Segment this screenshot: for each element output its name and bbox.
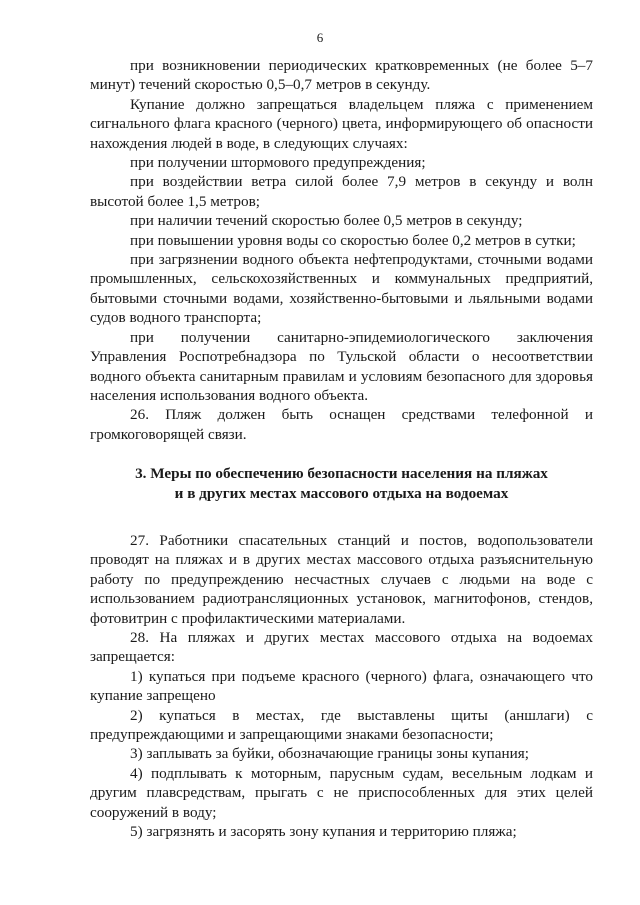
- section-heading-line-1: 3. Меры по обеспечению безопасности населения на пляжах: [135, 465, 548, 483]
- document-body: [90, 56, 593, 841]
- list-item: при воздействии ветра силой более 7,9 метров в секунду и волн высотой более 1,5 метров;: [90, 173, 593, 210]
- list-item: при повышении уровня воды со скоростью более 0,2 метров в сутки;: [130, 231, 576, 249]
- paragraph: при возникновении периодических кратковременных (не более 5–7 минут) течений скоростью 0,5–0,7 метров в секунду.: [90, 57, 593, 94]
- list-item: при загрязнении водного объекта нефтепродуктами, сточными водами промышленных, сельскохозяйственных и коммунальных предприятий, бытовыми сточными водами, хозяйственно-бытовыми и льяльными водами судов водного транспорта;: [90, 251, 593, 327]
- paragraph-28: 28. На пляжах и других местах массового отдыха на водоемах запрещается:: [90, 628, 593, 666]
- section-heading-line-2: и в других местах массового отдыха на водоемах: [174, 484, 509, 502]
- list-item: при наличии течений скоростью более 0,5 метров в секунду;: [130, 212, 523, 230]
- page-number: 6: [316, 30, 324, 45]
- list-item: при получении санитарно-эпидемиологического заключения Управления Роспотребнадзора по Тульской области о несоответствии водного объекта санитарным правилам и условиям безопасного для здоровья населения использования водного объекта.: [90, 328, 593, 404]
- paragraph-26: 26. Пляж должен быть оснащен средствами телефонной и громкоговорящей связи.: [90, 406, 593, 443]
- list-item: 4) подплывать к моторным, парусным судам, весельным лодкам и другим плавсредствам, прыгать с не приспособленных для этих целей сооружений в воду;: [90, 764, 593, 821]
- paragraph: Купание должно запрещаться владельцем пляжа с применением сигнального флага красного (черного) цвета, информирующего об опасности нахождения людей в воде, в следующих случаях:: [90, 95, 593, 152]
- list-item: 5) загрязнять и засорять зону купания и территорию пляжа;: [130, 823, 517, 841]
- list-item: 1) купаться при подъеме красного (черного) флага, означающего что купание запрещено: [90, 667, 593, 705]
- section-heading: [90, 464, 593, 503]
- list-item: 3) заплывать за буйки, обозначающие границы зоны купания;: [130, 745, 530, 763]
- list-item: 2) купаться в местах, где выставлены щиты (аншлаги) с предупреждающими и запрещающими знаками безопасности;: [90, 706, 593, 743]
- list-item: при получении штормового предупреждения;: [130, 154, 426, 172]
- paragraph-27: 27. Работники спасательных станций и постов, водопользователи проводят на пляжах и в других местах массового отдыха разъяснительную работу по предупреждению несчастных случаев с людьми на воде с использованием радиотрансляционных установок, магнитофонов, стендов, фотовитрин с профилактическими материалами.: [90, 531, 593, 627]
